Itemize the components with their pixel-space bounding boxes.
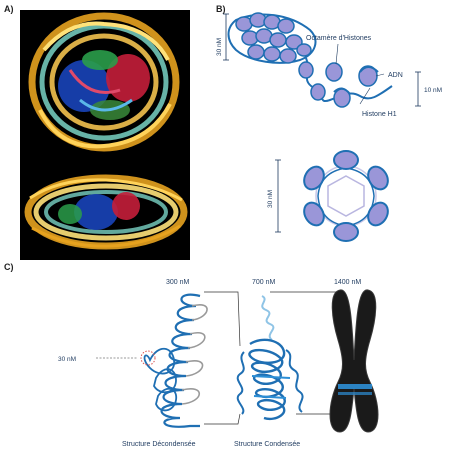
caption-condensed: Structure Condensée xyxy=(234,441,301,448)
nucleosome-string xyxy=(299,58,392,107)
magnification-connectors xyxy=(204,292,348,424)
octamer-label: Octamère d'Histones xyxy=(306,35,372,42)
octamer-pointer xyxy=(336,44,338,64)
fiber-size-label: 30 nM xyxy=(58,356,77,363)
condensed-chromatin-structure xyxy=(238,296,303,419)
panel-b-letter: B) xyxy=(216,4,226,14)
solenoid-top-view xyxy=(300,151,392,241)
dimension-label-dna: 10 nM xyxy=(424,87,443,94)
dimension-marker-solenoid xyxy=(275,160,281,232)
dimension-marker-dna xyxy=(415,72,421,106)
scale-label-300: 300 nM xyxy=(166,279,190,286)
nucleosome-crystal-image xyxy=(20,10,190,260)
dna-label: ADN xyxy=(388,72,403,79)
metaphase-chromosome xyxy=(330,290,378,432)
fiber-highlight-circle xyxy=(141,351,155,365)
panel-c-letter: C) xyxy=(4,262,14,272)
dimension-label-fiber: 30 nM xyxy=(216,37,223,56)
scale-label-1400: 1400 nM xyxy=(334,279,362,286)
dimension-label-solenoid: 30 nM xyxy=(267,189,274,208)
scale-label-700: 700 nM xyxy=(252,279,276,286)
caption-decondensed: Structure Décondensée xyxy=(122,441,196,448)
chromatin-fiber-30nm xyxy=(229,13,316,63)
histone-h1-label: Histone H1 xyxy=(362,111,397,118)
panel-a-letter: A) xyxy=(4,4,14,14)
